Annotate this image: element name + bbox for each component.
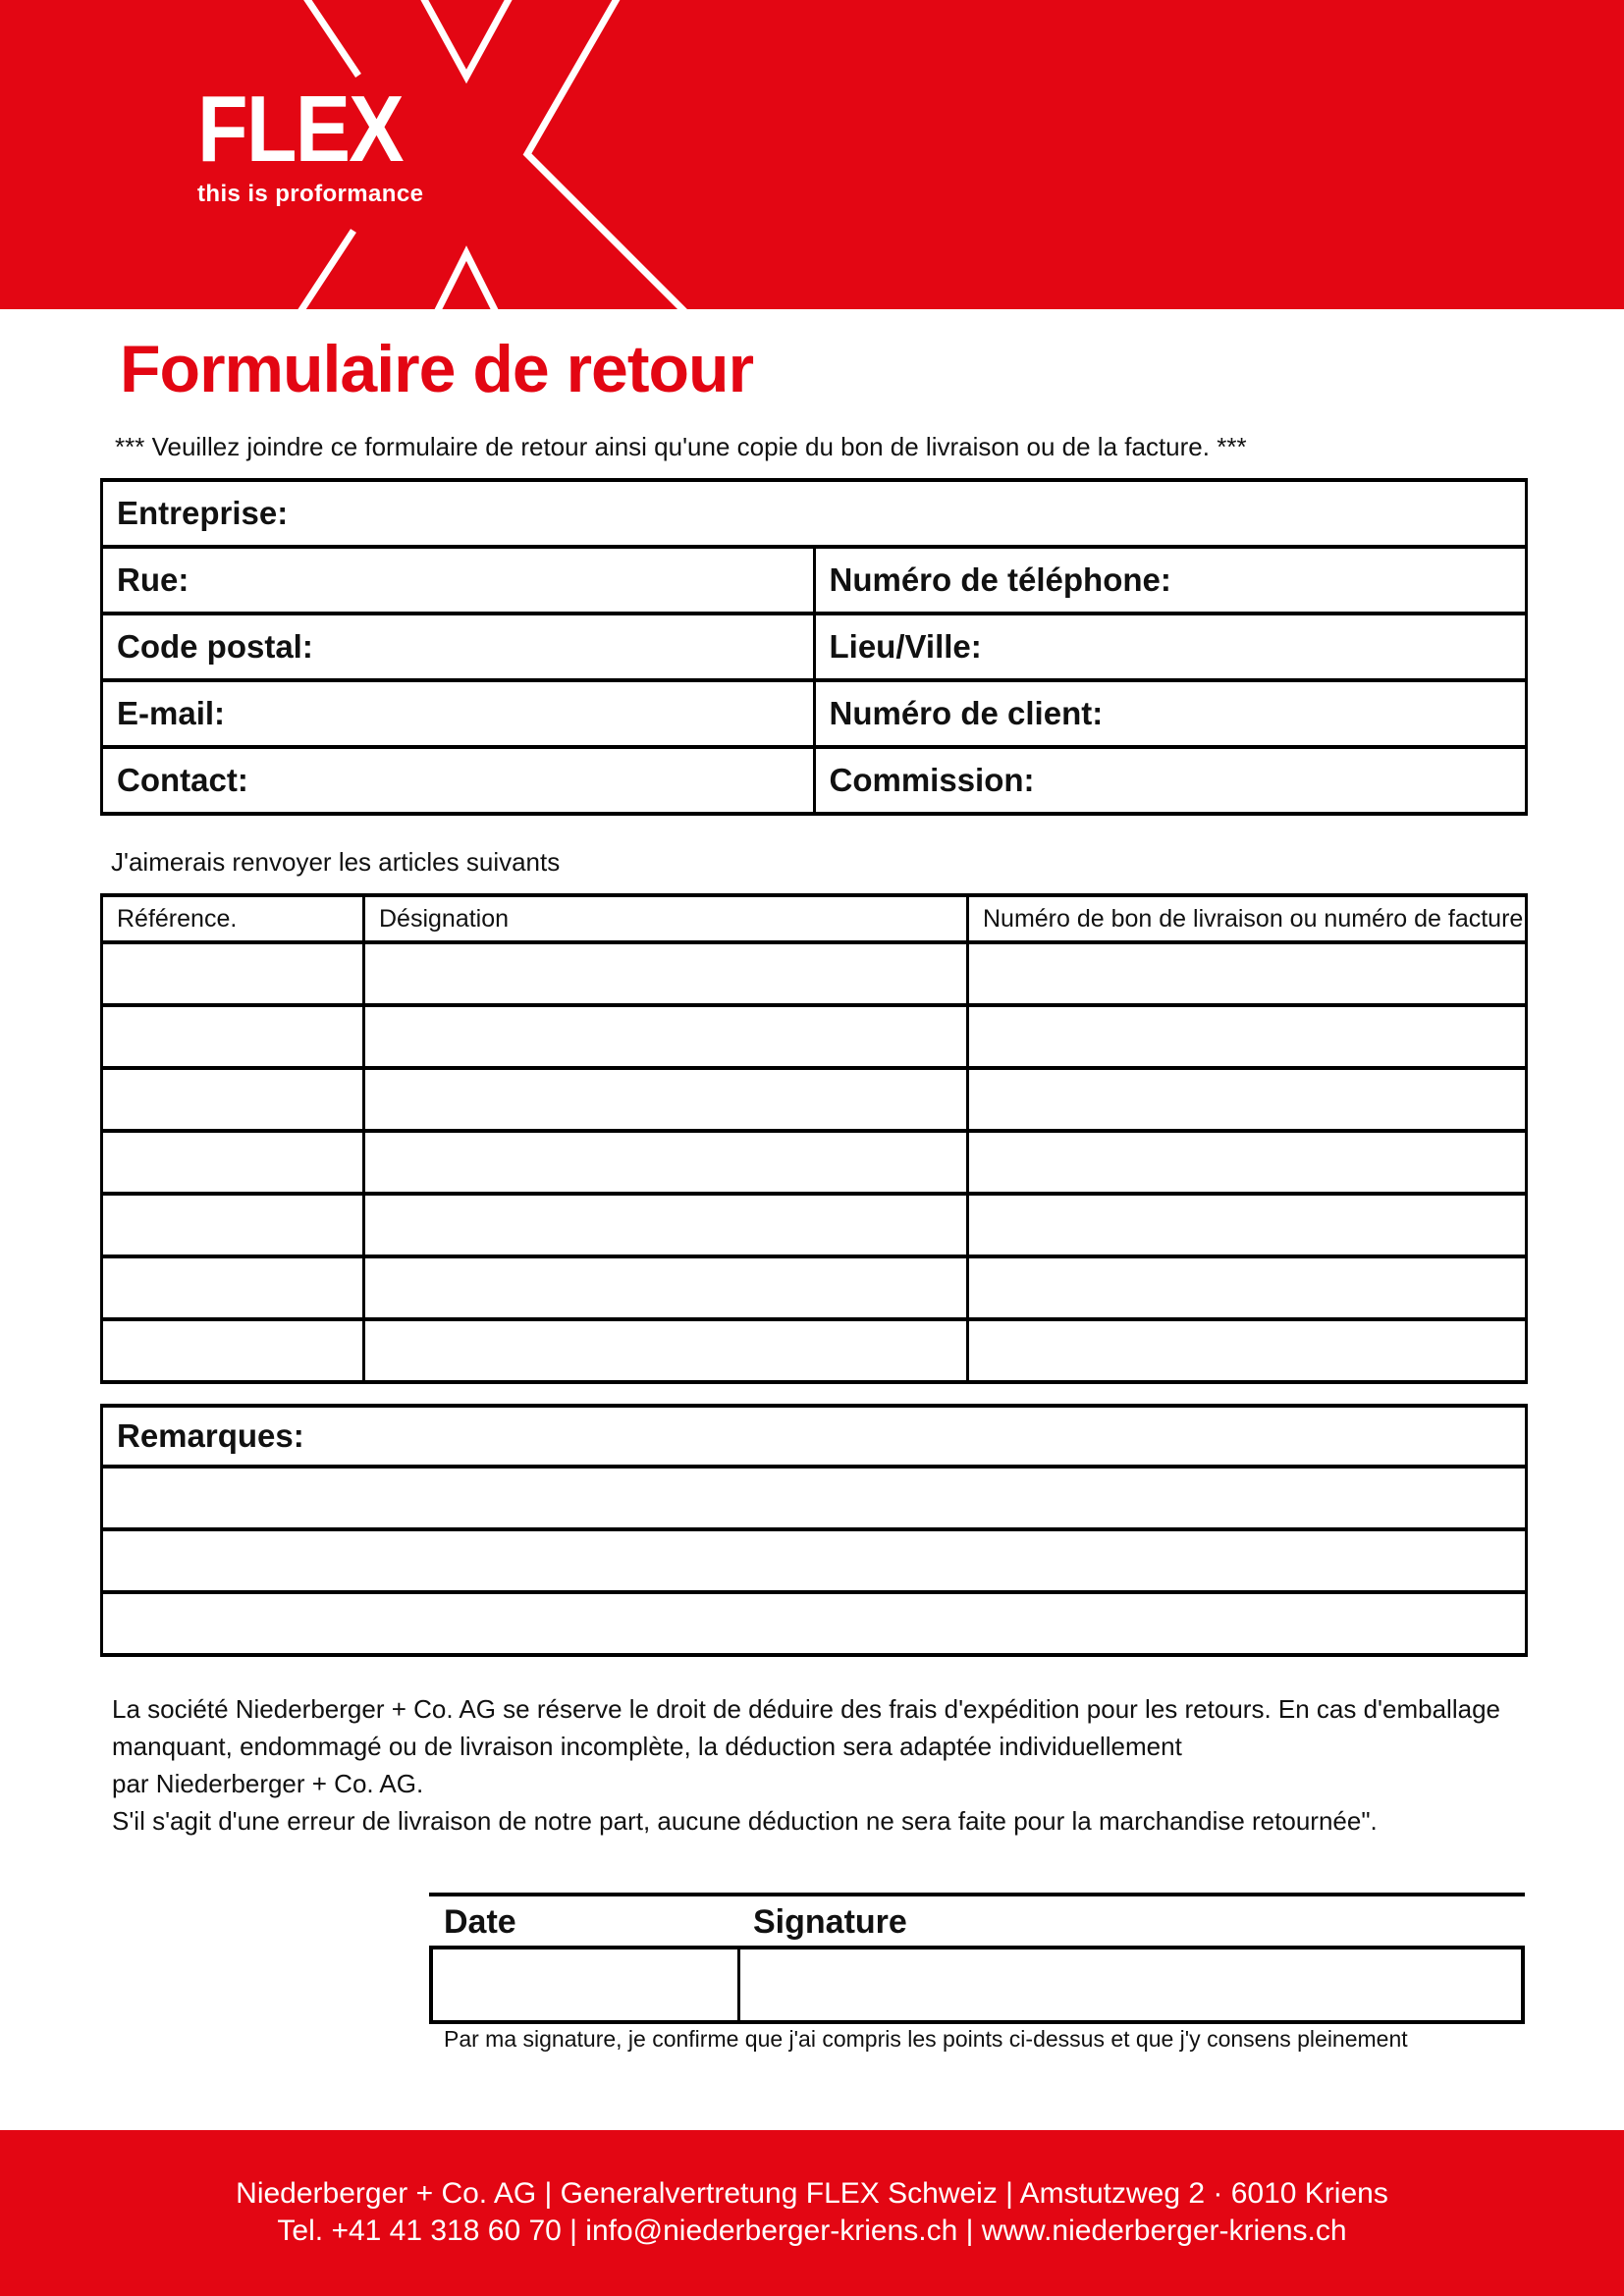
delivery-number-cell[interactable] xyxy=(968,1194,1527,1256)
designation-cell[interactable] xyxy=(364,942,968,1005)
column-header-delivery-number: Numéro de bon de livraison ou numéro de facture xyxy=(968,895,1527,942)
footer-company-line: Niederberger + Co. AG | Generalvertretung FLEX Schweiz | Amstutzweg 2 · 6010 Kriens xyxy=(236,2177,1388,2210)
table-row xyxy=(102,480,1527,547)
phone-field[interactable]: Numéro de téléphone: xyxy=(814,547,1527,614)
designation-cell[interactable] xyxy=(364,1068,968,1131)
flex-logo-text: FLEX xyxy=(197,77,403,182)
reference-cell[interactable] xyxy=(102,1194,364,1256)
reference-cell[interactable] xyxy=(102,1068,364,1131)
date-label: Date xyxy=(444,1903,516,1941)
remarks-header-row xyxy=(102,1406,1527,1467)
delivery-number-cell[interactable] xyxy=(968,1005,1527,1068)
table-row xyxy=(102,747,1527,814)
date-input-cell[interactable] xyxy=(433,1949,740,2020)
delivery-number-cell[interactable] xyxy=(968,1068,1527,1131)
commission-field[interactable]: Commission: xyxy=(814,747,1527,814)
designation-cell[interactable] xyxy=(364,1256,968,1319)
delivery-number-cell[interactable] xyxy=(968,942,1527,1005)
delivery-number-cell[interactable] xyxy=(968,1131,1527,1194)
articles-table xyxy=(100,893,1528,1384)
company-field[interactable]: Entreprise: xyxy=(102,480,1527,547)
city-field[interactable]: Lieu/Ville: xyxy=(814,614,1527,680)
article-row xyxy=(102,1005,1527,1068)
articles-intro-text: J'aimerais renvoyer les articles suivants xyxy=(111,847,561,877)
article-row xyxy=(102,1131,1527,1194)
signature-label: Signature xyxy=(753,1903,907,1941)
legal-line: S'il s'agit d'une erreur de livraison de notre part, aucune déduction ne sera faite pour la marchandise retournée". xyxy=(112,1806,1378,1836)
legal-line: manquant, endommagé ou de livraison incomplète, la déduction sera adaptée individuellement xyxy=(112,1732,1182,1761)
signature-box xyxy=(429,1946,1525,2024)
delivery-number-cell[interactable] xyxy=(968,1319,1527,1382)
contact-person-field[interactable]: Contact: xyxy=(102,747,815,814)
article-row xyxy=(102,1194,1527,1256)
table-row xyxy=(102,547,1527,614)
street-field[interactable]: Rue: xyxy=(102,547,815,614)
article-row xyxy=(102,1256,1527,1319)
remarks-row xyxy=(102,1467,1527,1529)
remarks-table xyxy=(100,1404,1528,1657)
remarks-row xyxy=(102,1529,1527,1592)
designation-cell[interactable] xyxy=(364,1319,968,1382)
table-row xyxy=(102,680,1527,747)
reference-cell[interactable] xyxy=(102,1005,364,1068)
remarks-cell[interactable] xyxy=(102,1592,1527,1655)
remarks-cell[interactable] xyxy=(102,1529,1527,1592)
signature-divider xyxy=(429,1893,1525,1896)
reference-cell[interactable] xyxy=(102,942,364,1005)
footer-bar xyxy=(0,2130,1624,2296)
zip-field[interactable]: Code postal: xyxy=(102,614,815,680)
attachment-instruction: *** Veuillez joindre ce formulaire de retour ainsi qu'une copie du bon de livraison ou de la facture. *** xyxy=(115,432,1247,461)
reference-cell[interactable] xyxy=(102,1256,364,1319)
legal-text xyxy=(112,1690,1500,1840)
contact-details-table xyxy=(100,478,1528,816)
remarks-cell[interactable] xyxy=(102,1467,1527,1529)
signature-confirmation-note: Par ma signature, je confirme que j'ai compris les points ci-dessus et que j'y consens pleinement xyxy=(444,2026,1408,2052)
designation-cell[interactable] xyxy=(364,1194,968,1256)
signature-input-cell[interactable] xyxy=(740,1949,1521,2020)
page-title: Formulaire de retour xyxy=(120,332,754,406)
column-header-reference: Référence. xyxy=(102,895,364,942)
legal-line: par Niederberger + Co. AG. xyxy=(112,1769,424,1798)
legal-line: La société Niederberger + Co. AG se réserve le droit de déduire des frais d'expédition pour les retours. En cas d'emballage xyxy=(112,1694,1500,1724)
article-row xyxy=(102,942,1527,1005)
designation-cell[interactable] xyxy=(364,1005,968,1068)
article-row xyxy=(102,1319,1527,1382)
articles-header-row xyxy=(102,895,1527,942)
remarks-row xyxy=(102,1592,1527,1655)
flex-logo xyxy=(197,77,430,208)
reference-cell[interactable] xyxy=(102,1131,364,1194)
footer-contact-line: Tel. +41 41 318 60 70 | info@niederberger-kriens.ch | www.niederberger-kriens.ch xyxy=(277,2215,1347,2247)
table-row xyxy=(102,614,1527,680)
email-field[interactable]: E-mail: xyxy=(102,680,815,747)
column-header-designation: Désignation xyxy=(364,895,968,942)
delivery-number-cell[interactable] xyxy=(968,1256,1527,1319)
designation-cell[interactable] xyxy=(364,1131,968,1194)
article-row xyxy=(102,1068,1527,1131)
remarks-label: Remarques: xyxy=(102,1406,1527,1467)
customer-number-field[interactable]: Numéro de client: xyxy=(814,680,1527,747)
header-banner xyxy=(0,0,1624,309)
reference-cell[interactable] xyxy=(102,1319,364,1382)
flex-logo-tagline: this is proformance xyxy=(197,181,424,207)
